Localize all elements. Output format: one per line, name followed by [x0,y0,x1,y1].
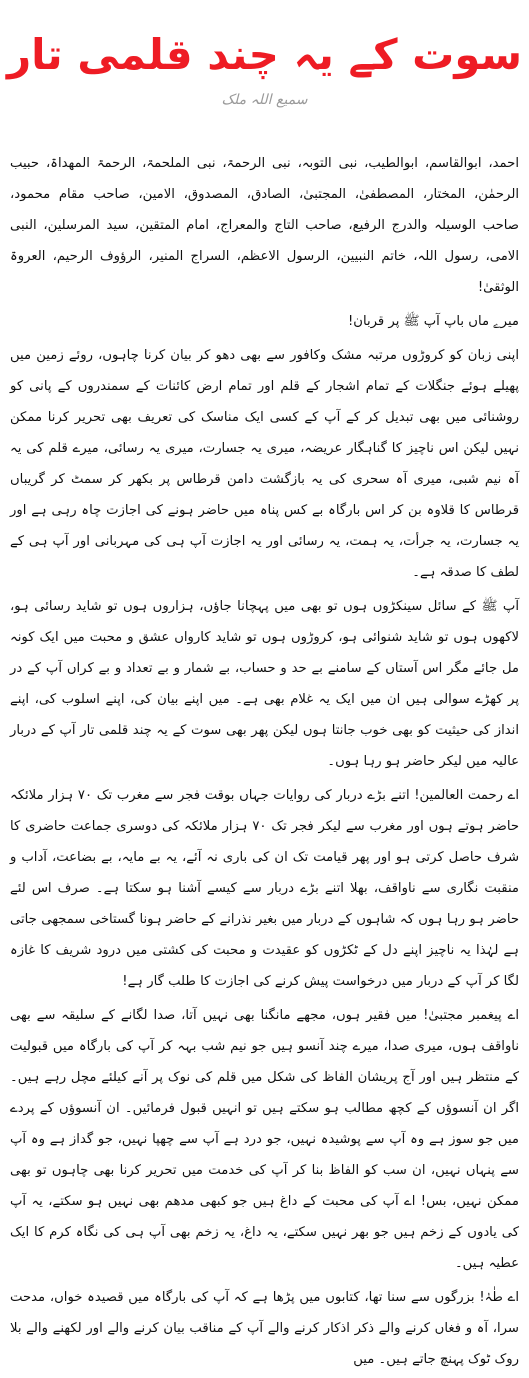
paragraph-tongue: اپنی زبان کو کروڑوں مرتبہ مشک وکافور سے بھی دھو کر بیان کرنا چاہوں، روئے زمین میں پھیلے ہوئے جنگلات کے تمام اشجار کے قلم اور تمام ارض کائنات کے سمندروں کے پانی کو روشنائی میں بھی تبدیل کر کے آپ کے کسی ایک مناسک کی تعریف بھی تحریر کرنا ممکن نہیں لیکن اس ناچیز کا گناہگار عریضہ، میری یہ جسارت، میری یہ رسائی، میرے قلم کی یہ آہ نیم شبی، میری آہ سحری کی یہ بازگشت دامن قرطاس پر بکھر کر سمٹ کر گریباں قرطاس کا قلاوہ بن کر اس بارگاہ بے کس پناہ میں حاضر ہونے کی اجازت چاہ رہی ہے اور یہ جسارت، یہ جرأت، یہ ہمت، یہ رسائی اور یہ اجازت آپ ہی کی مہربانی اور آپ ہی کے لطف کا صدقہ ہے۔ [10,348,519,580]
paragraph-taha: اے طٰہٰ! بزرگوں سے سنا تھا، کتابوں میں پڑھا ہے کہ آپ کی بارگاہ میں قصیدہ خواں، مدحت سرا، آہ و فغاں کرنے والے ذکر اذکار کرنے والے آپ کے مناقب بیان کرنے والے اور لکھنے والے بلا روک ٹوک پہنچ جاتے ہیں۔ میں [10,1290,519,1367]
article-title: سوت کے یہ چند قلمی تار [6,30,523,79]
paragraph-petitioners: آپ ﷺ کے سائل سینکڑوں ہوں تو بھی میں پہچانا جاؤں، ہزاروں ہوں تو شاید رسائی ہو، لاکھوں ہوں تو شاید شنوائی ہو، کروڑوں ہوں تو شاید کارواں عشق و محبت میں ایک کونہ مل جائے مگر اس آستاں کے سامنے بے حد و حساب، بے شمار و بے تعداد و بے کراں آپ کے در پر کھڑے سوالی ہیں ان میں ایک یہ غلام بھی ہے۔ میں اپنے بیان کی، اپنے اسلوب کی، اپنے انداز کی حیثیت کو بھی خوب جانتا ہوں لیکن پھر بھی سوت کے یہ چند قلمی تار آپ کے دربار عالیہ میں لیکر حاضر ہو رہا ہوں۔ [10,599,519,769]
paragraph-rahmat: اے رحمت العالمین! اتنے بڑے دربار کی روایات جہاں بوقت فجر سے مغرب تک ۷۰ ہزار ملائکہ حاضر ہوتے ہوں اور مغرب سے لیکر فجر تک ۷۰ ہزار ملائکہ کی دوسری جماعت حاضری کا شرف حاصل کرتی ہو اور پھر قیامت تک ان کی باری نہ آئے، یہ بے مایہ، بے بضاعت، آداب و منقبت نگاری سے ناواقف، بھلا اتنے بڑے دربار سے کیسے آشنا ہو سکتا ہے۔ صرف اس لئے حاضر ہو رہا ہوں کہ شاہوں کے دربار میں بغیر نذرانے کے حاضر ہونا گستاخی سمجھی جاتی ہے لہٰذا یہ ناچیز اپنے دل کے ٹکڑوں کو عقیدت و محبت کی کشتی میں درود شریف کا غازہ لگا کر آپ کے دربار میں درخواست پیش کرنے کی اجازت کا طلب گار ہے! [10,788,520,989]
author-byline: سمیع اللہ ملک [221,92,308,108]
paragraph-titles: احمد، ابوالقاسم، ابوالطیب، نبی التوبہ، نبی الرحمۃ، نبی الملحمۃ، الرحمۃ المھداۃ، حبیب الرحمٰن، المختار، المصطفیٰ، المجتبیٰ، الصادق، المصدوق، الامین، صاحب مقام محمود، صاحب الوسیلہ والدرج الرفیع، صاحب التاج والمعراج، امام المتقین، سید المرسلین، النبی الامی، رسول اللہ، خاتم النبیین، الرسول الاعظم، السراج المنیر، الرؤوف الرحیم، العروۃ الوثقیٰ! [10,156,519,295]
article-body [10,148,519,1378]
paragraph-salutation: میرے ماں باپ آپ ﷺ پر قربان! [348,314,519,329]
paragraph-mujtaba: اے پیغمبر مجتبیٰ! میں فقیر ہوں، مجھے مانگنا بھی نہیں آتا، صدا لگانے کے سلیقہ سے بھی ناواقف ہوں، میری صدا، میرے چند آنسو ہیں جو نیم شب بہہ کر آپ کی بارگاہ میں قبولیت کے منتظر ہیں اور آج پریشان الفاظ کی شکل میں قلم کی نوک پر آنے کیلئے مچل رہے ہیں۔ اگر ان آنسوؤں کے کچھ مطالب ہو سکتے ہیں تو انہیں قبول فرمائیں۔ ان آنسوؤں کے پردے میں جو سوز ہے وہ آپ سے پوشیدہ نہیں، جو درد ہے آپ سے چھپا نہیں، جو گداز ہے وہ آپ سے پنہاں نہیں، ان سب کو الفاظ بنا کر آپ کی خدمت میں تحریر کرنا بھی چاہوں تو بھی ممکن نہیں، بس! اے آپ کی محبت کے داغ ہیں جو کبھی مدھم بھی نہیں ہو سکتے، یہ آپ کی یادوں کے زخم ہیں جو بھر نہیں سکتے، یہ داغ، یہ زخم بھی آپ ہی کی نگاہ کرم کا ایک عطیہ ہیں۔ [10,1008,519,1271]
